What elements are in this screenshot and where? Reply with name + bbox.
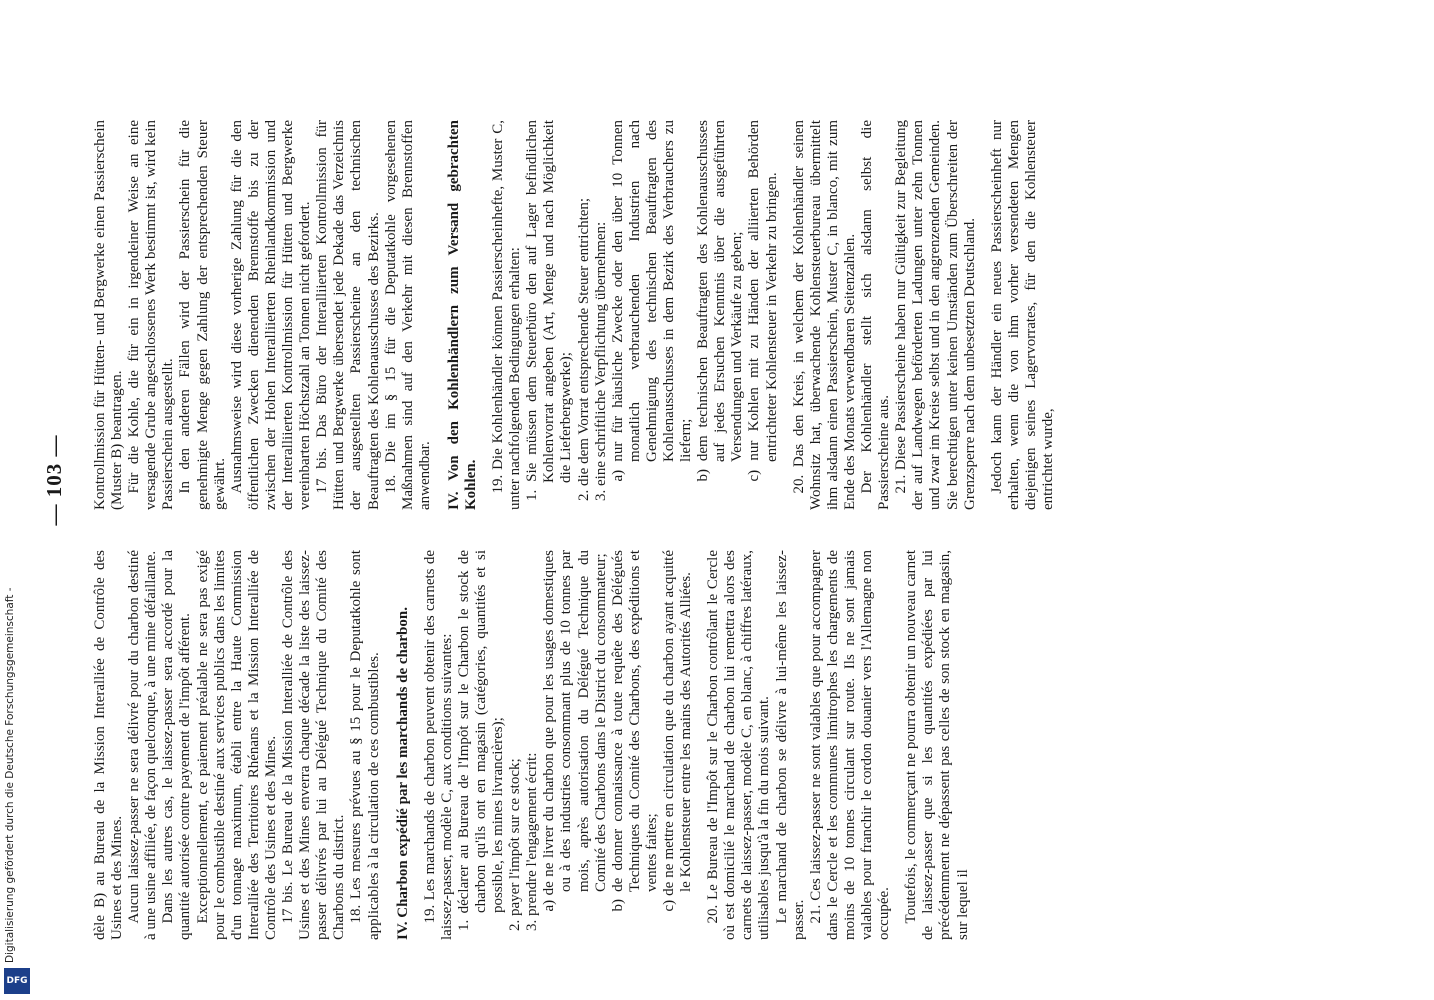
paragraph: 18. Les mesures prévues au § 15 pour le Deputatkohle sont applicables à la circulation de ces combustibles. (348, 550, 382, 940)
dfg-logo: DFG (4, 968, 30, 994)
paragraph: 20. Le Bureau de l'Impôt sur le Charbon contrôlant le Cercle où est domicilié le marchand de charbon lui remettra alors des carnets de laissez-passer, modèle C, en blanc, à chiffres latéraux, utilisables jusqu'à la fin du mois suivant. (705, 550, 773, 940)
paragraph: Jedoch kann der Händler ein neues Passierscheinheft nur erhalten, wenn die von ihm vorher versendeten Mengen diejenigen seines Lagervorrates, für den die Kohlensteuer entrichtet wurde, (988, 120, 1056, 510)
paragraph: 21. Diese Passierscheine haben nur Gültigkeit zur Begleitung der auf Landwegen beförderten Ladungen unter zehn Tonnen und zwar im Kreise selbst und in den angrenzenden Gemeinden. Sie berechtigen unter keinen Umständen zum Überschreiten der Grenzsperre nach dem unbesetzten Deutschland. (893, 120, 978, 510)
german-column (92, 120, 1342, 510)
list-item: 3. eine schriftliche Verpflichtung übernehmen: (592, 221, 609, 501)
paragraph: Ausnahmsweise wird diese vorherige Zahlung für die den öffentlichen Zwecken dienenden Brennstoffe bis zu der zwischen der Hohen Interalliierten Rheinlandkommission und der Interalliierten Kontrollmission für Hütten und Bergwerke vereinbarten Höchstzahl an Tonnen nicht gefordert. (228, 120, 314, 510)
paragraph: dèle B) au Bureau de la Mission Interalliée de Contrôle des Usines et des Mines. (92, 550, 126, 940)
paragraph: 17 bis. Le Bureau de la Mission Interalliée de Contrôle des Usines et des Mines enverra chaque décade la liste des laissez-passer délivrés par lui au Délégué Technique du Comité des Charbons du district. (280, 550, 348, 940)
paragraph: Le marchand de charbon se délivre à lui-même les laissez-passer. (773, 550, 807, 940)
sub-list-item: b) dem technischen Beauftragten des Kohlenausschusses auf jedes Ersuchen Kenntnis über die ausgeführten Versendungen und Verkäufe zu geben; (695, 120, 746, 482)
paragraph: Aucun laissez-passer ne sera délivré pour du charbon destiné à une usine affiliée, de façon quelconque, à une mine défaillante. (126, 550, 160, 940)
list-item: 1. Sie müssen dem Steuerbüro den auf Lager befindlichen Kohlenvorrat angeben (Art, Menge und nach Möglichkeit die Lieferbergwerke); (524, 120, 575, 501)
paragraph: 20. Das den Kreis, in welchem der Kohlenhändler seinen Wohnsitz hat, überwachende Kohlensteuerbureau übermittelt ihm alsdann einen Passierschein, Muster C, in blanco, mit zum Ende des Monats verwendbaren Seitenzahlen. (790, 120, 858, 510)
paragraph: Der Kohlenhändler stellt sich alsdann selbst die Passierscheine aus. (859, 120, 893, 510)
list-item: 1. déclarer au Bureau de l'Impôt sur le Charbon le stock de charbon qu'ils ont en magasin (catégories, quantités et si possible, les mines livrancières); (455, 550, 507, 931)
sub-list-item: a) nur für häusliche Zwecke oder den über 10 Tonnen monatlich verbrauchenden Industrien nach Genehmigung des technischen Beauftragten des Kohlenausschusses in dem Bezirk des Verbrauchers zu liefern; (609, 120, 695, 482)
paragraph: Dans les autres cas, le laissez-passer sera accordé pour la quantité autorisée contre payement de l'impôt afférent. (160, 550, 194, 940)
sub-list-item: c) de ne mettre en circulation que du charbon ayant acquitté le Kohlensteuer entre les mains des Autorités Alliées. (661, 550, 695, 912)
paragraph: Toutefois, le commerçant ne pourra obtenir un nouveau carnet de laissez-passer que si les quantités expédiées par lui précédemment ne dépassent pas celles de son stock en magasin, sur lequel il (903, 550, 971, 940)
section-heading: IV. Charbon expédié par les marchands de charbon. (394, 607, 411, 940)
sub-list-item: a) de ne livrer du charbon que pour les usages domestiques ou à des industries consommant plus de 10 tonnes par mois, après autorisation du Délégué Technique du Comité des Charbons dans le District du consommateur; (541, 550, 609, 912)
digitization-credit: Digitalisierung gefördert durch die Deutsche Forschungsgemeinschaft - (4, 587, 16, 963)
paragraph: 18. Die im § 15 für die Deputatkohle vorgesehenen Maßnahmen sind auf den Verkehr mit diesen Brennstoffen anwendbar. (382, 120, 433, 510)
list-item: 3. prendre l'engagement écrit: (524, 752, 541, 931)
french-column (92, 550, 1342, 940)
paragraph: 19. Die Kohlenhändler können Passierscheinhefte, Muster C, unter nachfolgenden Bedingungen erhalten: (490, 120, 524, 510)
sub-list-item: b) de donner connaissance à toute requête des Délégués Techniques du Comité des Charbons, des expéditions et ventes faites; (609, 550, 660, 912)
paragraph: In den anderen Fällen wird der Passierschein für die genehmigte Menge gegen Zahlung der entsprechenden Steuer gewährt. (177, 120, 228, 510)
paragraph: Exceptionnellement, ce paiement préalable ne sera pas exigé pour le combustible destiné aux services publics dans les limites d'un tonnage maximum, établi entre la Haute Commission Interalliée des Territoires Rhénans et la Mission Interalliée de Contrôle des Usines et des Mines. (194, 550, 279, 940)
list-item: 2. die dem Vorrat entsprechende Steuer entrichten; (575, 197, 592, 501)
page-number: — 103 — (42, 434, 66, 526)
paragraph: Für die Kohle, die für ein in irgendeiner Weise an eine versagende Grube angeschlossenes Werk bestimmt ist, wird kein Passierschein ausgestellt. (126, 120, 177, 510)
list-item: 2. payer l'impôt sur ce stock; (507, 758, 524, 931)
paragraph: 17 bis. Das Büro der Interalliierten Kontrollmission für Hütten und Bergwerke übersendet jede Dekade das Verzeichnis der ausgestellten Passierscheine an den technischen Beauftragten des Kohlenausschusses des Bezirks. (314, 120, 382, 510)
paragraph: 21. Ces laissez-passer ne sont valables que pour accompagner dans le Cercle et les communes limitrophes les chargements de moins de 10 tonnes circulant sur route. Ils ne sont jamais valables pour franchir le cordon douanier vers l'Allemagne non occupée. (807, 550, 893, 940)
sub-list-item: c) nur Kohlen mit zu Händen der alliierten Behörden entrichteter Kohlensteuer in Verkehr zu bringen. (746, 120, 780, 482)
paragraph: Kontrollmission für Hütten- und Bergwerke einen Passierschein (Muster B) beantragen. (92, 120, 126, 510)
paragraph: 19. Les marchands de charbon peuvent obtenir des carnets de laissez-passer, modèle C, aux conditions suivantes: (421, 550, 455, 940)
section-heading: IV. Von den Kohlenhändlern zum Versand gebrachten Kohlen. (445, 120, 479, 510)
